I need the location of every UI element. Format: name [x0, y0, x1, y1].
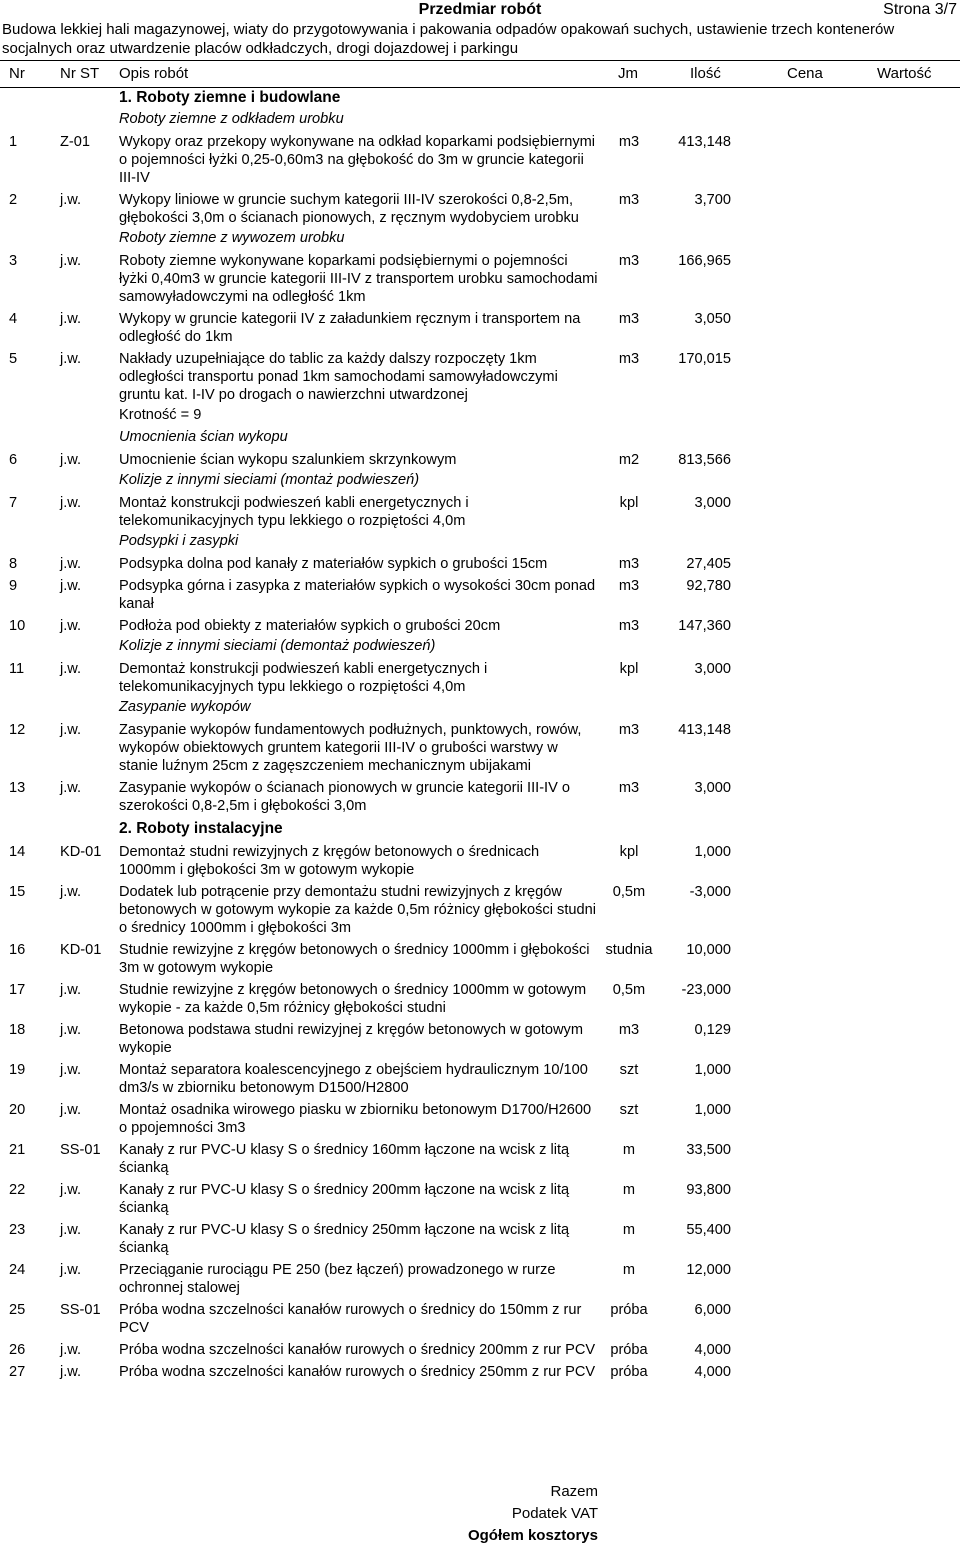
table-row — [0, 1180, 960, 1217]
subsection-heading — [0, 470, 960, 490]
row-quantity: 0,129 — [694, 1022, 731, 1038]
row-description: Studnie rewizyjne z kręgów betonowych o średnicy 1000mm w gotowym wykopie - za każde 0,5m różnicy głębokości studni — [119, 982, 587, 1016]
row-quantity: 1,000 — [694, 1062, 731, 1078]
row-description: Próba wodna szczelności kanałów rurowych o średnicy 200mm z rur PCV — [119, 1342, 596, 1358]
row-quantity: 413,148 — [678, 134, 731, 150]
row-number: 7 — [9, 495, 18, 511]
row-quantity: 33,500 — [686, 1142, 731, 1158]
col-nr-st: Nr ST — [60, 65, 100, 82]
row-unit: m3 — [618, 311, 640, 327]
row-number: 4 — [9, 311, 18, 327]
row-st-code: j.w. — [60, 556, 82, 572]
row-quantity: 93,800 — [686, 1182, 731, 1198]
row-st-code: KD-01 — [60, 844, 102, 860]
row-description: Przeciąganie rurociągu PE 250 (bez łączeń) prowadzonego w rurze ochronnej stalowej — [119, 1262, 556, 1296]
row-number: 23 — [9, 1222, 26, 1238]
row-unit: próba — [610, 1364, 648, 1380]
row-number: 22 — [9, 1182, 26, 1198]
row-number: 2 — [9, 192, 18, 208]
row-number: 3 — [9, 253, 18, 269]
section-heading — [0, 88, 960, 108]
row-description: Próba wodna szczelności kanałów rurowych o średnicy 250mm z rur PCV — [119, 1364, 596, 1380]
row-quantity: 55,400 — [686, 1222, 731, 1238]
row-unit: m3 — [618, 780, 640, 796]
section-title: 1. Roboty ziemne i budowlane — [119, 89, 341, 106]
document-title: Przedmiar robót — [418, 1, 542, 18]
row-st-code: j.w. — [60, 1062, 82, 1078]
section-heading — [0, 819, 960, 839]
row-st-code: j.w. — [60, 982, 82, 998]
subsection-heading — [0, 427, 960, 447]
table-row — [0, 190, 960, 227]
col-nr: Nr — [9, 65, 25, 82]
row-description: Próba wodna szczelności kanałów rurowych o średnicy do 150mm z rur PCV — [119, 1302, 582, 1336]
table-row — [0, 720, 960, 775]
row-description: Podłoża pod obiekty z materiałów sypkich o grubości 20cm — [119, 618, 501, 634]
table-row — [0, 1220, 960, 1257]
table-row — [0, 1260, 960, 1297]
row-unit: m3 — [618, 618, 640, 634]
total-ogolem: Ogółem kosztorys — [467, 1527, 598, 1544]
col-wartosc: Wartość — [877, 65, 932, 82]
row-st-code: j.w. — [60, 884, 82, 900]
row-description: Kanały z rur PVC-U klasy S o średnicy 200mm łączone na wcisk z litą ścianką — [119, 1182, 570, 1216]
row-number: 27 — [9, 1364, 26, 1380]
row-unit: m — [622, 1262, 636, 1278]
row-unit: próba — [610, 1302, 648, 1318]
row-unit: kpl — [619, 495, 639, 511]
row-quantity: 1,000 — [694, 1102, 731, 1118]
row-quantity: 27,405 — [686, 556, 731, 572]
table-row — [0, 576, 960, 613]
row-quantity: 413,148 — [678, 722, 731, 738]
table-row — [0, 882, 960, 937]
row-st-code: j.w. — [60, 1182, 82, 1198]
row-st-code: j.w. — [60, 722, 82, 738]
row-st-code: j.w. — [60, 311, 82, 327]
row-unit: 0,5m — [612, 982, 646, 998]
row-st-code: j.w. — [60, 661, 82, 677]
row-description: Umocnienie ścian wykopu szalunkiem skrzynkowym — [119, 452, 457, 468]
row-description: Podsypka górna i zasypka z materiałów sypkich o wysokości 30cm ponad kanał — [119, 578, 596, 612]
row-unit: m3 — [618, 253, 640, 269]
row-multiplier: Krotność = 9 — [119, 407, 202, 423]
row-number: 12 — [9, 722, 26, 738]
row-st-code: j.w. — [60, 253, 82, 269]
row-number: 20 — [9, 1102, 26, 1118]
row-description: Demontaż studni rewizyjnych z kręgów betonowych o średnicach 1000mm i głębokości 3m w gotowym wykopie — [119, 844, 540, 878]
subsection-heading — [0, 531, 960, 551]
row-unit: m3 — [618, 722, 640, 738]
table-row — [0, 842, 960, 879]
row-description: Wykopy liniowe w gruncie suchym kategorii III-IV szerokości 0,8-2,5m, głębokości 3,0m o ścianach pionowych, z ręcznym wydobyciem urobku — [119, 192, 579, 226]
row-st-code: j.w. — [60, 1342, 82, 1358]
table-row — [0, 493, 960, 530]
row-unit: 0,5m — [612, 884, 646, 900]
row-number: 19 — [9, 1062, 26, 1078]
row-number: 6 — [9, 452, 18, 468]
row-number: 21 — [9, 1142, 26, 1158]
table-row — [0, 251, 960, 306]
row-number: 24 — [9, 1262, 26, 1278]
row-description: Wykopy oraz przekopy wykonywane na odkład koparkami podsiębiernymi o pojemności łyżki 0,25-0,60m3 na głębokość do 3m w gruncie kategorii III-IV — [119, 134, 596, 186]
total-vat: Podatek VAT — [511, 1505, 598, 1522]
row-number: 1 — [9, 134, 18, 150]
row-st-code: j.w. — [60, 1102, 82, 1118]
row-unit: m — [622, 1182, 636, 1198]
row-unit: m3 — [618, 1022, 640, 1038]
row-quantity: 170,015 — [678, 351, 731, 367]
project-subtitle: Budowa lekkiej hali magazynowej, wiaty do przygotowywania i pakowania odpadów opakowań suchych, ustawienie trzech kontenerów socjalnych oraz utwardzenie placów odkładczych, drogi dojazdowej i parkingu — [2, 21, 895, 57]
col-opis: Opis robót — [119, 65, 189, 82]
row-st-code: j.w. — [60, 495, 82, 511]
row-unit: kpl — [619, 661, 639, 677]
row-unit: m2 — [618, 452, 640, 468]
row-quantity: -23,000 — [681, 982, 731, 998]
row-number: 25 — [9, 1302, 26, 1318]
row-unit: szt — [619, 1062, 639, 1078]
row-description: Podsypka dolna pod kanały z materiałów sypkich o grubości 15cm — [119, 556, 548, 572]
col-ilosc: Ilość — [690, 65, 721, 82]
row-number: 8 — [9, 556, 18, 572]
section-title: 2. Roboty instalacyjne — [119, 820, 283, 837]
row-description: Roboty ziemne wykonywane koparkami podsiębiernymi o pojemności łyżki 0,40m3 w gruncie kategorii III-IV z transportem urobku samochodami samowyładowczymi na odległość 1km — [119, 253, 598, 305]
row-unit: m3 — [618, 192, 640, 208]
row-st-code: j.w. — [60, 351, 82, 367]
col-cena: Cena — [787, 65, 823, 82]
subsection-title: Umocnienia ścian wykopu — [119, 429, 288, 445]
row-description: Nakłady uzupełniające do tablic za każdy dalszy rozpoczęty 1km odległości transportu ponad 1km samochodami samowyładowczymi gruntu kat. I-IV po drogach o nawierzchni utwardzonej — [119, 351, 558, 403]
row-description: Kanały z rur PVC-U klasy S o średnicy 160mm łączone na wcisk z litą ścianką — [119, 1142, 570, 1176]
row-number: 26 — [9, 1342, 26, 1358]
row-st-code: j.w. — [60, 780, 82, 796]
row-description: Betonowa podstawa studni rewizyjnej z kręgów betonowych w gotowym wykopie — [119, 1022, 583, 1056]
row-st-code: j.w. — [60, 1262, 82, 1278]
row-description: Montaż separatora koalescencyjnego z obejściem hydraulicznym 10/100 dm3/s w zbiorniku betonowym D1500/H2800 — [119, 1062, 588, 1096]
table-row — [0, 450, 960, 469]
row-st-code: j.w. — [60, 1022, 82, 1038]
row-description: Zasypanie wykopów fundamentowych podłużnych, punktowych, rowów, wykopów obiektowych gruntem kategorii III-IV o grubości warstwy w stanie luźnym 25cm z zagęszczeniem mechanicznym ubijakami — [119, 722, 582, 774]
subsection-title: Podsypki i zasypki — [119, 533, 239, 549]
table-row — [0, 1100, 960, 1137]
row-st-code: j.w. — [60, 1364, 82, 1380]
row-number: 9 — [9, 578, 18, 594]
row-number: 18 — [9, 1022, 26, 1038]
row-number: 11 — [9, 661, 25, 677]
row-quantity: 147,360 — [678, 618, 731, 634]
col-jm: Jm — [618, 65, 638, 82]
row-quantity: 92,780 — [686, 578, 731, 594]
row-quantity: 3,700 — [694, 192, 731, 208]
table-row — [0, 349, 960, 426]
table-header — [0, 60, 960, 88]
row-description: Montaż konstrukcji podwieszeń kabli energetycznych i telekomunikacyjnych typu lekkiego o rozpiętości 4,0m — [119, 495, 469, 529]
row-description: Zasypanie wykopów o ścianach pionowych w gruncie kategorii III-IV o szerokości 0,8-2,5m i głębokości 3,0m — [119, 780, 571, 814]
row-unit: m3 — [618, 351, 640, 367]
row-unit: szt — [619, 1102, 639, 1118]
row-st-code: j.w. — [60, 452, 82, 468]
table-row — [0, 1020, 960, 1057]
table-row — [0, 1140, 960, 1177]
row-st-code: Z-01 — [60, 134, 91, 150]
table-row — [0, 778, 960, 815]
row-description: Dodatek lub potrącenie przy demontażu studni rewizyjnych z kręgów betonowych w gotowym wykopie za każde 0,5m różnicy głębokości studni o średnicy 1000mm i głębokości 3m — [119, 884, 596, 936]
row-quantity: 166,965 — [678, 253, 731, 269]
row-description: Demontaż konstrukcji podwieszeń kabli energetycznych i telekomunikacyjnych typu lekkiego o rozpiętości 4,0m — [119, 661, 488, 695]
row-unit: m3 — [618, 578, 640, 594]
row-quantity: 4,000 — [694, 1342, 731, 1358]
row-st-code: SS-01 — [60, 1302, 101, 1318]
row-quantity: -3,000 — [689, 884, 731, 900]
row-description: Kanały z rur PVC-U klasy S o średnicy 250mm łączone na wcisk z litą ścianką — [119, 1222, 570, 1256]
row-st-code: KD-01 — [60, 942, 102, 958]
table-row — [0, 616, 960, 635]
row-quantity: 10,000 — [686, 942, 731, 958]
row-number: 10 — [9, 618, 26, 634]
table-row — [0, 659, 960, 696]
cost-table-body — [0, 88, 960, 1381]
row-unit: studnia — [605, 942, 653, 958]
row-quantity: 3,000 — [694, 495, 731, 511]
table-row — [0, 554, 960, 573]
row-number: 14 — [9, 844, 26, 860]
row-description: Wykopy w gruncie kategorii IV z załadunkiem ręcznym i transportem na odległość do 1km — [119, 311, 581, 345]
subsection-title: Kolizje z innymi sieciami (montaż podwieszeń) — [119, 472, 420, 488]
row-quantity: 1,000 — [694, 844, 731, 860]
row-unit: m — [622, 1222, 636, 1238]
row-st-code: j.w. — [60, 578, 82, 594]
row-unit: m3 — [618, 556, 640, 572]
row-st-code: j.w. — [60, 192, 82, 208]
row-st-code: SS-01 — [60, 1142, 101, 1158]
subsection-heading — [0, 228, 960, 248]
subsection-heading — [0, 697, 960, 717]
row-unit: próba — [610, 1342, 648, 1358]
subsection-heading — [0, 636, 960, 656]
table-row — [0, 1362, 960, 1381]
row-number: 13 — [9, 780, 26, 796]
table-row — [0, 132, 960, 187]
row-number: 16 — [9, 942, 26, 958]
row-quantity: 3,050 — [694, 311, 731, 327]
row-quantity: 3,000 — [694, 780, 731, 796]
row-unit: m3 — [618, 134, 640, 150]
row-st-code: j.w. — [60, 1222, 82, 1238]
row-unit: m — [622, 1142, 636, 1158]
row-quantity: 4,000 — [694, 1364, 731, 1380]
row-description: Montaż osadnika wirowego piasku w zbiorniku betonowym D1700/H2600 o ppojemności 3m3 — [119, 1102, 592, 1136]
table-row — [0, 1340, 960, 1359]
totals-block — [468, 1481, 598, 1547]
subsection-title: Zasypanie wykopów — [119, 699, 251, 715]
row-number: 5 — [9, 351, 18, 367]
row-quantity: 3,000 — [694, 661, 731, 677]
subsection-title: Kolizje z innymi sieciami (demontaż podwieszeń) — [119, 638, 436, 654]
subsection-title: Roboty ziemne z odkładem urobku — [119, 111, 344, 127]
row-description: Studnie rewizyjne z kręgów betonowych o średnicy 1000mm i głębokości 3m w gotowym wykopie — [119, 942, 590, 976]
table-row — [0, 940, 960, 977]
subsection-title: Roboty ziemne z wywozem urobku — [119, 230, 345, 246]
row-quantity: 813,566 — [678, 452, 731, 468]
row-number: 15 — [9, 884, 26, 900]
table-row — [0, 1300, 960, 1337]
subsection-heading — [0, 109, 960, 129]
row-number: 17 — [9, 982, 26, 998]
row-st-code: j.w. — [60, 618, 82, 634]
page-number: Strona 3/7 — [883, 1, 957, 18]
table-row — [0, 1060, 960, 1097]
row-quantity: 6,000 — [694, 1302, 731, 1318]
total-razem: Razem — [550, 1483, 598, 1500]
row-quantity: 12,000 — [686, 1262, 731, 1278]
row-unit: kpl — [619, 844, 639, 860]
table-row — [0, 309, 960, 346]
table-row — [0, 980, 960, 1017]
